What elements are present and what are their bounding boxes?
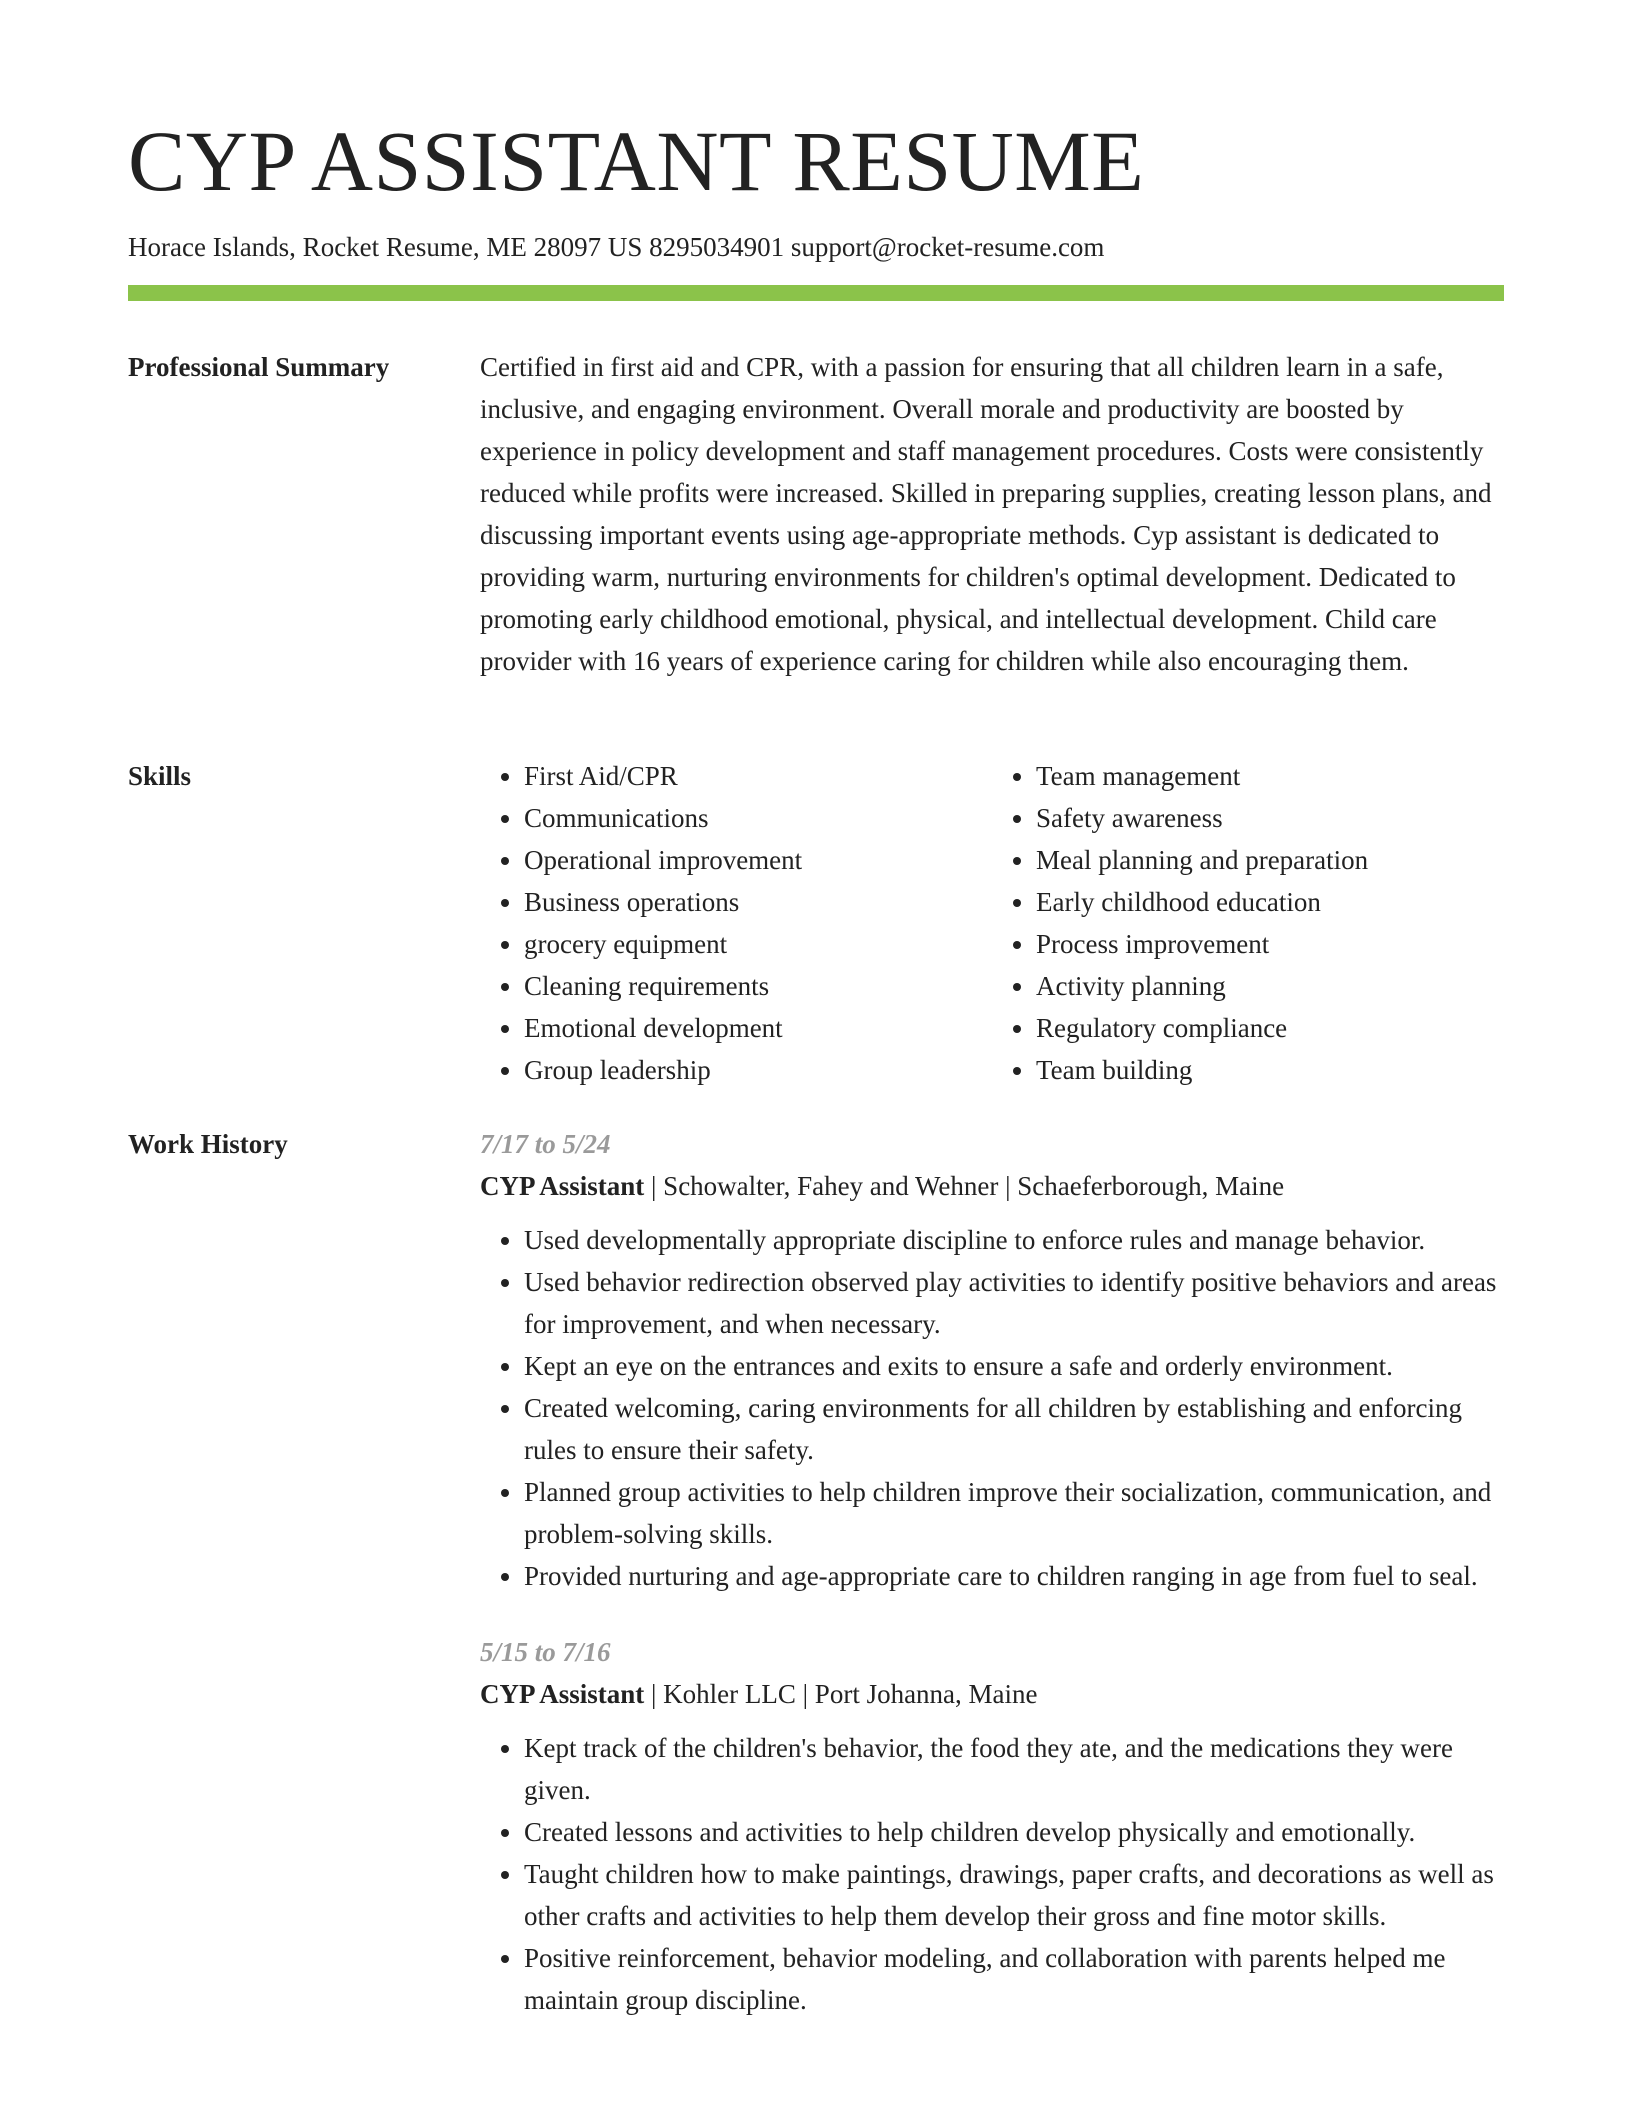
skill-item: • Emotional development — [524, 1007, 992, 1049]
skill-item: • grocery equipment — [524, 923, 992, 965]
accent-divider — [128, 285, 1504, 301]
job-bullet: • Kept an eye on the entrances and exits to ensure a safe and orderly environment. — [524, 1345, 1504, 1387]
skills-list-right — [992, 755, 1504, 1091]
job-title: CYP Assistant — [480, 1679, 645, 1709]
skill-item: • Early childhood education — [1036, 881, 1504, 923]
contact-line: Horace Islands, Rocket Resume, ME 28097 US 8295034901 support@rocket-resume.com — [128, 232, 1105, 262]
job-details: | Schowalter, Fahey and Wehner | Schaeferborough, Maine — [644, 1171, 1285, 1201]
skill-item: • Business operations — [524, 881, 992, 923]
job-bullet: • Positive reinforcement, behavior modeling, and collaboration with parents helped me maintain group discipline. — [524, 1937, 1504, 2021]
summary-label: Professional Summary — [128, 352, 390, 382]
work-history-label: Work History — [128, 1129, 288, 1159]
job-bullets — [480, 1219, 1504, 1597]
skill-item: • First Aid/CPR — [524, 755, 992, 797]
job-bullet: • Created welcoming, caring environments for all children by establishing and enforcing rules to ensure their safety. — [524, 1387, 1504, 1471]
job-dates: 7/17 to 5/24 — [480, 1129, 611, 1159]
skill-item: • Meal planning and preparation — [1036, 839, 1504, 881]
job-bullets — [480, 1727, 1504, 2021]
resume-title: CYP ASSISTANT RESUME — [128, 113, 1145, 209]
job-entry — [480, 1631, 1504, 2021]
job-bullet: • Used behavior redirection observed play activities to identify positive behaviors and areas for improvement, and when necessary. — [524, 1261, 1504, 1345]
job-heading — [480, 1165, 1504, 1207]
job-bullet: • Planned group activities to help children improve their socialization, communication, and problem-solving skills. — [524, 1471, 1504, 1555]
skill-item: • Communications — [524, 797, 992, 839]
job-bullet: • Taught children how to make paintings, drawings, paper crafts, and decorations as well as other crafts and activities to help them develop their gross and fine motor skills. — [524, 1853, 1504, 1937]
job-bullet: • Kept track of the children's behavior, the food they ate, and the medications they were given. — [524, 1727, 1504, 1811]
job-bullet: • Created lessons and activities to help children develop physically and emotionally. — [524, 1811, 1504, 1853]
skill-item: • Operational improvement — [524, 839, 992, 881]
job-heading — [480, 1673, 1504, 1715]
job-entry — [480, 1123, 1504, 1597]
job-title: CYP Assistant — [480, 1171, 645, 1201]
skill-item: • Activity planning — [1036, 965, 1504, 1007]
job-bullet: • Provided nurturing and age-appropriate care to children ranging in age from fuel to seal. — [524, 1555, 1504, 1597]
skill-item: • Process improvement — [1036, 923, 1504, 965]
job-dates: 5/15 to 7/16 — [480, 1637, 611, 1667]
skills-list-left — [480, 755, 992, 1091]
skill-item: • Group leadership — [524, 1049, 992, 1091]
skill-item: • Team management — [1036, 755, 1504, 797]
skill-item: • Regulatory compliance — [1036, 1007, 1504, 1049]
skills-label: Skills — [128, 761, 192, 791]
skill-item: • Cleaning requirements — [524, 965, 992, 1007]
skill-item: • Team building — [1036, 1049, 1504, 1091]
summary-text: Certified in first aid and CPR, with a passion for ensuring that all children learn in a safe, inclusive, and engaging environment. Overall morale and productivity are boosted by experience in policy development and staff management procedures. Costs were consistently reduced while profits were increased. Skilled in preparing supplies, creating lesson plans, and discussing important events using age-appropriate methods. Cyp assistant is dedicated to providing warm, nurturing environments for children's optimal development. Dedicated to promoting early childhood emotional, physical, and intellectual development. Child care provider with 16 years of experience caring for children while also encouraging them. — [480, 352, 1492, 676]
skill-item: • Safety awareness — [1036, 797, 1504, 839]
job-bullet: • Used developmentally appropriate discipline to enforce rules and manage behavior. — [524, 1219, 1504, 1261]
job-details: | Kohler LLC | Port Johanna, Maine — [644, 1679, 1038, 1709]
